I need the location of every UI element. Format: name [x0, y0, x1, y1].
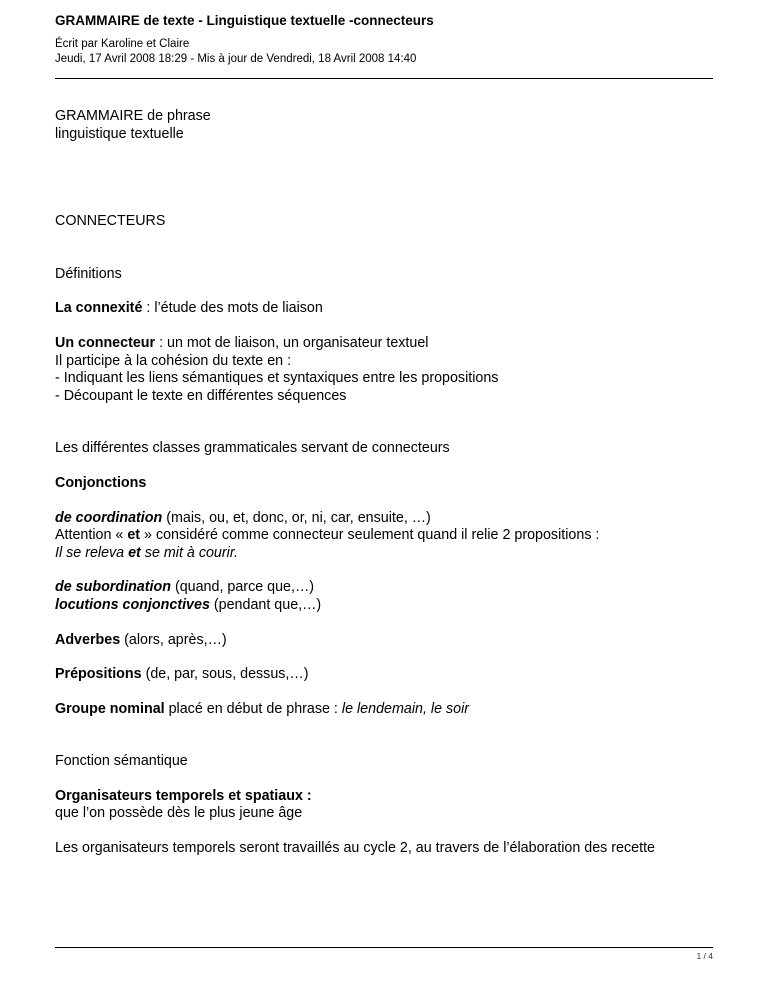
intro-line-2: linguistique textuelle	[55, 125, 184, 142]
coordination-line	[55, 510, 715, 528]
org-colon: :	[302, 787, 312, 804]
prepositions-text: (de, par, sous, dessus,…)	[141, 666, 309, 683]
connecteur-definition	[55, 335, 715, 353]
section-heading-connecteurs: CONNECTEURS	[55, 213, 166, 230]
document-title: GRAMMAIRE de texte - Linguistique textuelle -connecteurs	[55, 13, 434, 28]
attention-pre: Attention «	[55, 527, 128, 544]
adverbes-term: Adverbes	[55, 631, 121, 648]
adverbes-line	[55, 632, 715, 650]
connecteur-text: : un mot de liaison, un organisateur textuel	[155, 334, 429, 351]
definitions-heading: Définitions	[55, 265, 122, 282]
prepositions-term: Prépositions	[55, 666, 142, 683]
page-header	[55, 12, 713, 67]
connecteur-term: Un connecteur	[55, 334, 156, 351]
subordination-term: de subordination	[55, 579, 171, 596]
coordination-text: (mais, ou, et, donc, or, ni, car, ensuite, …)	[162, 509, 431, 526]
locutions-line	[55, 597, 715, 615]
page-number: 1 / 4	[696, 951, 713, 961]
subordination-text: (quand, parce que,…)	[170, 579, 315, 596]
footer-rule	[55, 947, 713, 948]
gn-term: Groupe nominal	[55, 700, 165, 717]
connexite-definition	[55, 300, 715, 318]
gn-text: placé en début de phrase :	[164, 700, 342, 717]
cycle-line: Les organisateurs temporels seront travaillés au cycle 2, au travers de l’élaboration des recette	[55, 840, 655, 857]
prepositions-line	[55, 666, 715, 684]
classes-heading: Les différentes classes grammaticales servant de connecteurs	[55, 440, 450, 457]
date-line: Jeudi, 17 Avril 2008 18:29 - Mis à jour de Vendredi, 18 Avril 2008 14:40	[55, 53, 417, 65]
participe-line: Il participe à la cohésion du texte en :	[55, 352, 292, 369]
adverbes-text: (alors, après,…)	[120, 631, 227, 648]
org-term: Organisateurs temporels et spatiaux	[55, 787, 303, 804]
definition-item-2: - Découpant le texte en différentes séquences	[55, 387, 347, 404]
semantique-heading: Fonction sémantique	[55, 753, 188, 770]
header-rule	[55, 78, 713, 79]
organisateurs-heading	[55, 788, 715, 806]
attention-post: » considéré comme connecteur seulement quand il relie 2 propositions :	[140, 527, 600, 544]
document-body	[55, 108, 715, 858]
subordination-line	[55, 579, 715, 597]
example-et: et	[128, 544, 141, 561]
locutions-term: locutions conjonctives	[55, 596, 210, 613]
example-pre: Il se releva	[55, 544, 129, 561]
coordination-term: de coordination	[55, 509, 163, 526]
example-post: se mit à courir.	[140, 544, 239, 561]
connexite-term: La connexité	[55, 300, 143, 317]
intro-line-1: GRAMMAIRE de phrase	[55, 108, 211, 124]
gn-example: le lendemain, le soir	[341, 700, 470, 717]
connexite-text: : l’étude des mots de liaison	[142, 300, 323, 317]
locutions-text: (pendant que,…)	[209, 596, 322, 613]
attention-et: et	[127, 527, 141, 544]
definition-item-1: - Indiquant les liens sémantiques et syntaxiques entre les propositions	[55, 370, 499, 387]
conjonctions-heading: Conjonctions	[55, 474, 147, 491]
groupe-nominal-line	[55, 701, 715, 719]
attention-line	[55, 527, 715, 545]
organisateurs-text: que l’on possède dès le plus jeune âge	[55, 805, 303, 822]
example-sentence	[55, 545, 715, 563]
author-line: Écrit par Karoline et Claire	[55, 38, 190, 50]
